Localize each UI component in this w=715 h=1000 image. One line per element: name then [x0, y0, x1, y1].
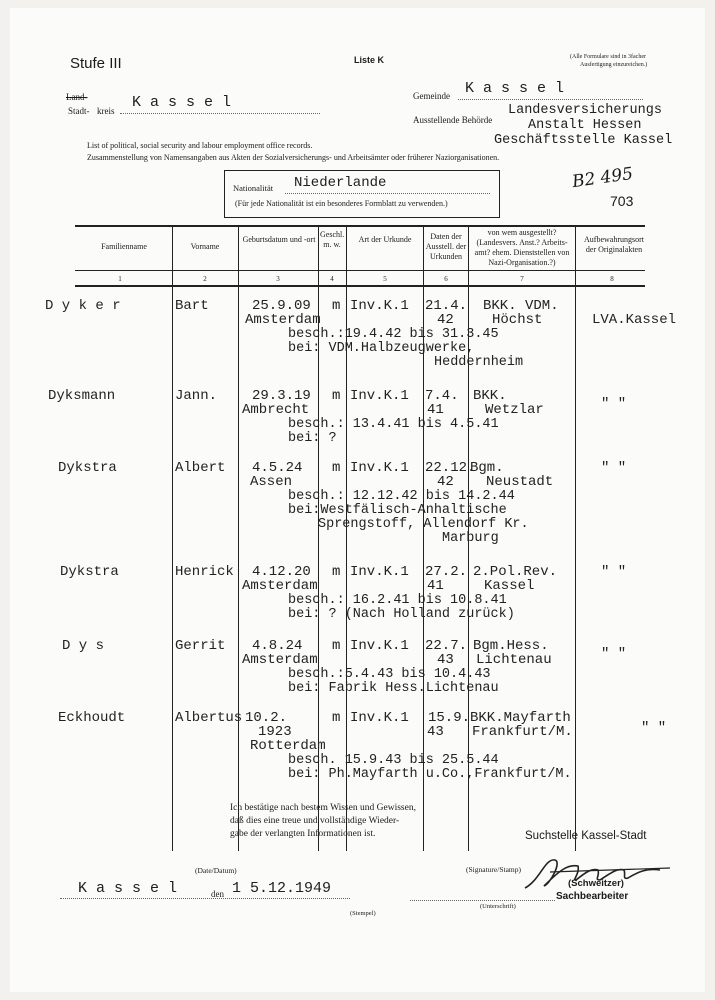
- record-issuer-place: Lichtenau: [476, 652, 552, 668]
- record-issuer-place: Neustadt: [486, 474, 554, 490]
- record-issuer: BKK. VDM.: [483, 298, 559, 314]
- record-sex: m: [332, 710, 341, 726]
- column-header-aussteller: von wem ausgestellt? (Landesvers. Anst.? Arbeits-amt? ehem. Dienststellen von Nazi-Organisation.?): [474, 228, 570, 267]
- stadt-label: Stadt-: [68, 106, 90, 116]
- column-header-familienname: Familienname: [101, 242, 147, 251]
- column-number-4: 4: [330, 275, 334, 283]
- behoerde-line3: Geschäftsstelle Kassel: [494, 133, 673, 148]
- record-date: 22.12.: [425, 460, 476, 476]
- record-sex: m: [332, 564, 341, 580]
- record-sex: m: [332, 638, 341, 654]
- record-date: 21.4.: [425, 298, 468, 314]
- record-family-name: D y k e r: [45, 298, 121, 314]
- gemeinde-value: K a s s e l: [465, 80, 565, 97]
- signer-name: (Schweitzer): [568, 878, 624, 889]
- column-header-urkunde: Art der Urkunde: [358, 235, 412, 244]
- column-header-aufbewahrungsort: Aufbewahrungsort der Originalakten: [584, 235, 644, 254]
- signature-underline: [410, 900, 555, 901]
- record-year: 41: [427, 402, 444, 418]
- record-sex: m: [332, 298, 341, 314]
- behoerde-line2: Anstalt Hessen: [528, 118, 642, 133]
- record-employment: besch. 15.9.43 bis 25.5.44: [288, 753, 499, 768]
- nationality-label: Nationalität: [233, 183, 274, 193]
- record-first-name: Henrick: [175, 564, 234, 580]
- record-archive: " ": [601, 646, 627, 662]
- record-year: 43: [427, 724, 444, 740]
- behoerde-line1: Landesversicherungs: [508, 103, 662, 118]
- record-sex: m: [332, 388, 341, 404]
- column-number-7: 7: [520, 275, 524, 283]
- signature-label: (Signature/Stamp): [466, 865, 521, 874]
- stufe-label: Stufe III: [70, 55, 122, 72]
- record-family-name: Eckhoudt: [58, 710, 126, 726]
- record-birth-place: Rotterdam: [250, 738, 326, 754]
- liste-label: Liste K: [354, 55, 385, 65]
- record-issuer: 2.Pol.Rev.: [473, 564, 558, 580]
- record-issuer-place: Höchst: [492, 312, 543, 328]
- column-number-3: 3: [276, 275, 280, 283]
- record-family-name: Dykstra: [58, 460, 117, 476]
- date-value: 1 5.12.1949: [232, 880, 332, 897]
- record-employer: bei: Fabrik Hess.Lichtenau: [288, 681, 499, 696]
- record-year: 41: [427, 578, 444, 594]
- den-label: den: [211, 889, 224, 899]
- date-underline: [60, 898, 350, 899]
- kreis-value: K a s s e l: [132, 94, 232, 111]
- record-issuer: Bgm.Hess.: [473, 638, 549, 654]
- record-archive: " ": [601, 396, 627, 412]
- date-label: (Date/Datum): [195, 866, 237, 875]
- office-stamp: Suchstelle Kassel-Stadt: [525, 830, 647, 842]
- record-birth-place: Amsterdam: [245, 312, 321, 328]
- record-archive: " ": [601, 564, 627, 580]
- record-archive: " ": [601, 460, 627, 476]
- record-birth-date: 25.9.09: [252, 298, 311, 314]
- record-family-name: D y s: [62, 638, 105, 654]
- signer-role: Sachbearbeiter: [556, 891, 629, 902]
- record-document: Inv.K.1: [350, 564, 409, 580]
- record-employment: besch.: 12.12.42 bis 14.2.44: [288, 489, 515, 504]
- record-date: 7.4.: [425, 388, 459, 404]
- record-document: Inv.K.1: [350, 388, 409, 404]
- record-year: 43: [437, 652, 454, 668]
- record-employer: bei: VDM.Halbzeugwerke,: [288, 341, 475, 356]
- record-family-name: Dyksmann: [48, 388, 116, 404]
- description-en: List of political, social security and labour employment office records.: [87, 141, 313, 150]
- record-archive: " ": [641, 720, 667, 736]
- col-divider-7: [575, 226, 576, 851]
- gemeinde-label: Gemeinde: [413, 91, 450, 101]
- table-number-rule: [75, 285, 645, 287]
- record-birth-date: 29.3.19: [252, 388, 311, 404]
- gemeinde-underline: [458, 99, 643, 100]
- record-birth-place: Assen: [250, 474, 293, 490]
- record-issuer: Bgm.: [470, 460, 504, 476]
- description-de: Zusammenstellung von Namensangaben aus Akten der Sozialversicherungs- und Arbeitsämter oder früherer Naziorganisationen.: [87, 153, 500, 162]
- certification-line-2: daß dies eine treue und vollständige Wieder-: [230, 816, 400, 826]
- record-first-name: Albert: [175, 460, 226, 476]
- behoerde-label: Ausstellende Behörde: [413, 115, 493, 125]
- land-label: Land-: [66, 92, 88, 102]
- kreis-underline: [120, 113, 320, 114]
- record-employer: bei: Ph.Mayfarth u.Co.,Frankfurt/M.: [288, 767, 572, 782]
- record-employer-line2: Sprengstoff, Allendorf Kr.: [318, 517, 529, 532]
- place-value: K a s s e l: [78, 880, 178, 897]
- record-birth-date: 4.12.20: [252, 564, 311, 580]
- table-header-rule: [75, 270, 645, 271]
- record-first-name: Gerrit: [175, 638, 226, 654]
- record-sex: m: [332, 460, 341, 476]
- record-birth-place: Ambrecht: [242, 402, 310, 418]
- record-employment: besch.: 16.2.41 bis 10.8.41: [288, 593, 507, 608]
- nationality-value: Niederlande: [294, 175, 387, 191]
- record-employment: besch.:19.4.42 bis 31.3.45: [288, 327, 499, 342]
- column-header-geburtsdatum: Geburtsdatum und -ort: [242, 235, 316, 244]
- kreis-label: kreis: [97, 106, 115, 116]
- record-employer-place: Marburg: [442, 531, 499, 546]
- column-number-8: 8: [610, 275, 614, 283]
- reference-number: 703: [610, 193, 634, 209]
- stempel-label: (Stempel): [350, 910, 376, 917]
- column-header-geschlecht: Geschl. m. w.: [320, 230, 345, 249]
- record-issuer: BKK.: [473, 388, 507, 404]
- record-birth-date: 4.5.24: [252, 460, 303, 476]
- record-employer: bei:Westfälisch-Anhaltische: [288, 503, 507, 518]
- column-number-2: 2: [203, 275, 207, 283]
- record-document: Inv.K.1: [350, 298, 409, 314]
- form-note-1: (Alle Formulare sind in 3facher: [570, 54, 646, 60]
- record-date: 22.7.: [425, 638, 468, 654]
- record-year: 42: [437, 474, 454, 490]
- form-note-2: Ausfertigung einzureichen.): [580, 62, 648, 68]
- handwritten-reference: B2 495: [570, 163, 635, 193]
- record-birth-year: 1923: [258, 724, 292, 740]
- record-employment: besch.:5.4.43 bis 10.4.43: [288, 667, 491, 682]
- record-first-name: Jann.: [175, 388, 218, 404]
- unterschrift-label: (Unterschrift): [480, 903, 516, 910]
- column-header-daten: Daten der Ausstell. der Urkunden: [425, 232, 467, 261]
- record-document: Inv.K.1: [350, 710, 409, 726]
- nationality-note: (Für jede Nationalität ist ein besonderes Formblatt zu verwenden.): [235, 199, 448, 208]
- nationality-underline: [285, 193, 490, 194]
- record-issuer: BKK.Mayfarth: [470, 710, 571, 726]
- record-birth-place: Amsterdam: [242, 652, 318, 668]
- record-family-name: Dykstra: [60, 564, 119, 580]
- column-header-vorname: Vorname: [190, 242, 220, 251]
- record-first-name: Albertus: [175, 710, 243, 726]
- record-date: 27.2.: [425, 564, 468, 580]
- table-top-rule: [75, 225, 645, 227]
- record-birth-place: Amsterdam: [242, 578, 318, 594]
- certification-line-1: Ich bestätige nach bestem Wissen und Gewissen,: [230, 803, 416, 813]
- col-divider-1: [172, 226, 173, 851]
- record-archive: LVA.Kassel: [592, 312, 677, 328]
- record-employment: besch.: 13.4.41 bis 4.5.41: [288, 417, 499, 432]
- record-issuer-place: Frankfurt/M.: [472, 724, 573, 740]
- record-birth-date: 10.2.: [245, 710, 288, 726]
- record-employer-place: Heddernheim: [434, 355, 524, 370]
- col-divider-2: [238, 226, 239, 851]
- record-birth-date: 4.8.24: [252, 638, 303, 654]
- record-employer: bei: ?: [288, 431, 337, 446]
- record-first-name: Bart: [175, 298, 209, 314]
- record-document: Inv.K.1: [350, 638, 409, 654]
- record-document: Inv.K.1: [350, 460, 409, 476]
- column-number-5: 5: [383, 275, 387, 283]
- certification-line-3: gabe der verlangten Informationen ist.: [230, 829, 376, 839]
- record-date: 15.9.: [428, 710, 471, 726]
- record-employer: bei: ? (Nach Holland zurück): [288, 607, 515, 622]
- record-year: 42: [437, 312, 454, 328]
- record-issuer-place: Wetzlar: [485, 402, 544, 418]
- record-issuer-place: Kassel: [484, 578, 535, 594]
- column-number-6: 6: [444, 275, 448, 283]
- column-number-1: 1: [118, 275, 122, 283]
